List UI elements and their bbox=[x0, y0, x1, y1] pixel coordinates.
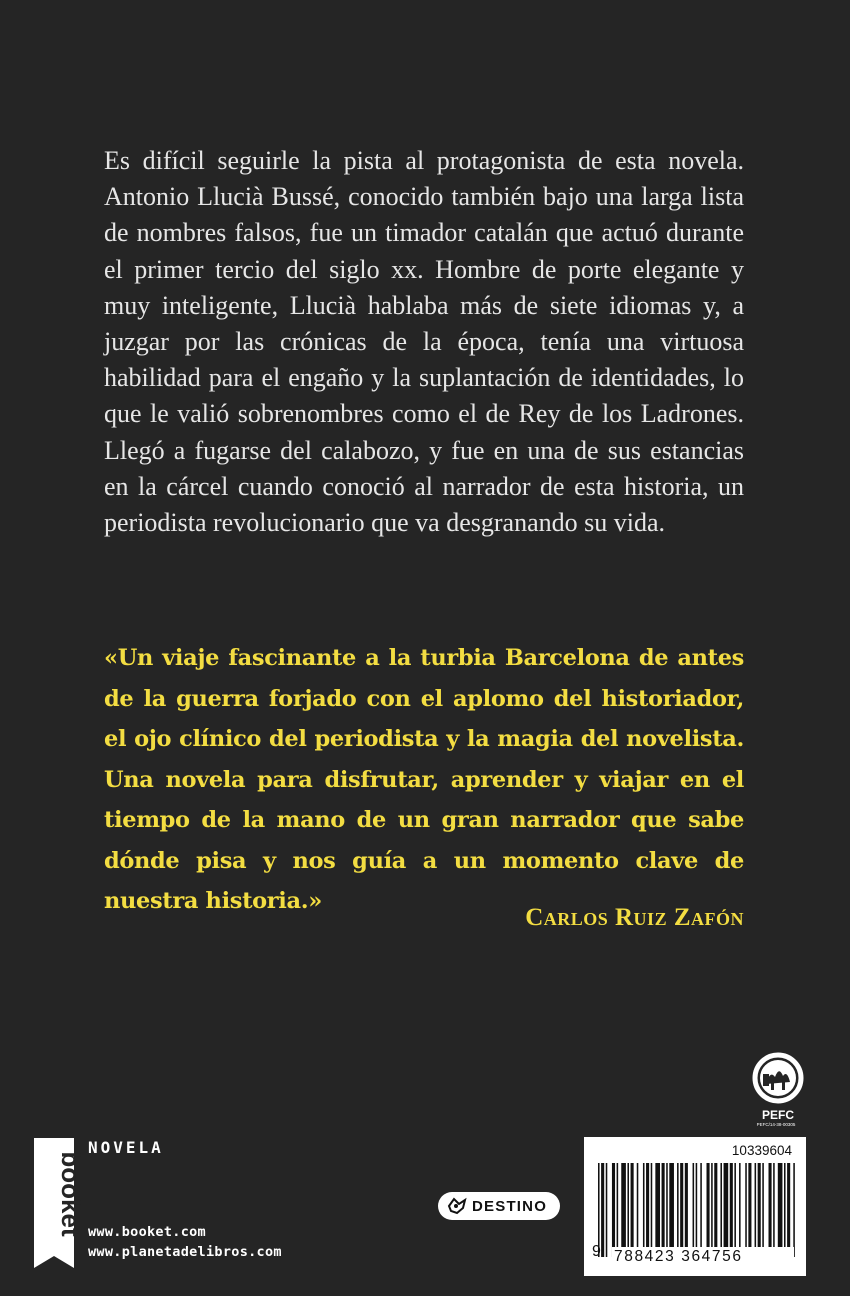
barcode-bar bbox=[646, 1163, 649, 1257]
barcode-bar bbox=[617, 1163, 619, 1257]
barcode-bar bbox=[730, 1163, 733, 1257]
barcode-bar bbox=[739, 1163, 741, 1257]
barcode-bar bbox=[696, 1163, 698, 1257]
barcode-bar bbox=[655, 1163, 660, 1257]
booket-logo bbox=[34, 1138, 86, 1268]
destino-icon bbox=[446, 1196, 468, 1216]
pefc-code: PEFC/14-38-00305 bbox=[756, 1122, 796, 1127]
destino-logo bbox=[438, 1192, 560, 1220]
pefc-icon bbox=[752, 1052, 804, 1104]
barcode-bar bbox=[758, 1163, 761, 1257]
barcode-bar bbox=[745, 1163, 747, 1257]
barcode-area bbox=[584, 1137, 806, 1276]
barcode-bar bbox=[621, 1163, 626, 1257]
pefc-badge bbox=[752, 1052, 804, 1127]
barcode-bar bbox=[637, 1163, 639, 1257]
barcode-bar bbox=[714, 1163, 717, 1257]
planeta-url: www.planetadelibros.com bbox=[88, 1244, 282, 1260]
pefc-label: PEFC bbox=[761, 1108, 794, 1122]
isbn-prefix: 9 bbox=[592, 1243, 601, 1260]
genre-label: NOVELA bbox=[88, 1138, 164, 1157]
barcode-bar bbox=[662, 1163, 665, 1257]
barcode-icon bbox=[598, 1163, 794, 1257]
back-cover-blurb: Es difícil seguirle la pista al protagonista de esta novela. Antonio Llucià Bussé, conocido también bajo una larga lista de nombres falsos, fue un timador catalán que actuó durante el primer tercio del siglo xx. Hombre de porte elegante y muy inteligente, Llucià hablaba más de siete idiomas y, a juzgar por las crónicas de la época, tenía una virtuosa habilidad para el engaño y la suplantación de identidades, lo que le valió sobrenombres como el de Rey de los Ladrones. Llegó a fugarse del calabozo, y fue en una de sus estancias en la cárcel cuando conoció al narrador de esta historia, un periodista revolucionario que va desgranando su vida. bbox=[104, 146, 744, 538]
website-urls bbox=[88, 1222, 282, 1262]
barcode-bar bbox=[762, 1163, 764, 1257]
isbn-number: 788423 364756 bbox=[612, 1247, 794, 1267]
publisher-name: DESTINO bbox=[472, 1197, 548, 1215]
barcode-bar bbox=[685, 1163, 688, 1257]
barcode-bar bbox=[787, 1163, 790, 1257]
barcode-bar bbox=[778, 1163, 783, 1257]
barcode-bar bbox=[769, 1163, 772, 1257]
barcode-bar bbox=[773, 1163, 775, 1257]
barcode-bar bbox=[680, 1163, 683, 1257]
barcode-bar bbox=[720, 1163, 722, 1257]
barcode-bar bbox=[627, 1163, 629, 1257]
product-code: 10339604 bbox=[731, 1143, 792, 1158]
barcode-bar bbox=[734, 1163, 736, 1257]
barcode-bar bbox=[755, 1163, 757, 1257]
barcode-bar bbox=[748, 1163, 751, 1257]
booket-logo-text: booket bbox=[56, 1151, 86, 1237]
barcode-bar bbox=[707, 1163, 710, 1257]
barcode-bar bbox=[784, 1163, 786, 1257]
barcode-bar bbox=[601, 1163, 604, 1257]
barcode-bar bbox=[612, 1163, 615, 1257]
review-quote: «Un viaje fascinante a la turbia Barcelona de antes de la guerra forjado con el aplomo del historiador, el ojo clínico del periodista y la magia del novelista. Una novela para disfrutar, aprender y viajar en el tiempo de la mano de un gran narrador que sabe dónde pisa y nos guía a un momento clave de nuestra historia.» bbox=[104, 645, 744, 914]
barcode-bar bbox=[711, 1163, 713, 1257]
barcode-bar bbox=[700, 1163, 702, 1257]
barcode-bar bbox=[677, 1163, 679, 1257]
barcode-bar bbox=[793, 1163, 795, 1257]
barcode-bar bbox=[669, 1163, 674, 1257]
barcode-bar bbox=[693, 1163, 695, 1257]
barcode-bar bbox=[666, 1163, 668, 1257]
barcode-bar bbox=[606, 1163, 608, 1257]
booket-url: www.booket.com bbox=[88, 1224, 206, 1240]
barcode-bar bbox=[631, 1163, 634, 1257]
quote-author: Carlos Ruiz Zafón bbox=[525, 904, 744, 931]
barcode-bar bbox=[643, 1163, 645, 1257]
barcode-bar bbox=[724, 1163, 729, 1257]
barcode-bar bbox=[651, 1163, 653, 1257]
